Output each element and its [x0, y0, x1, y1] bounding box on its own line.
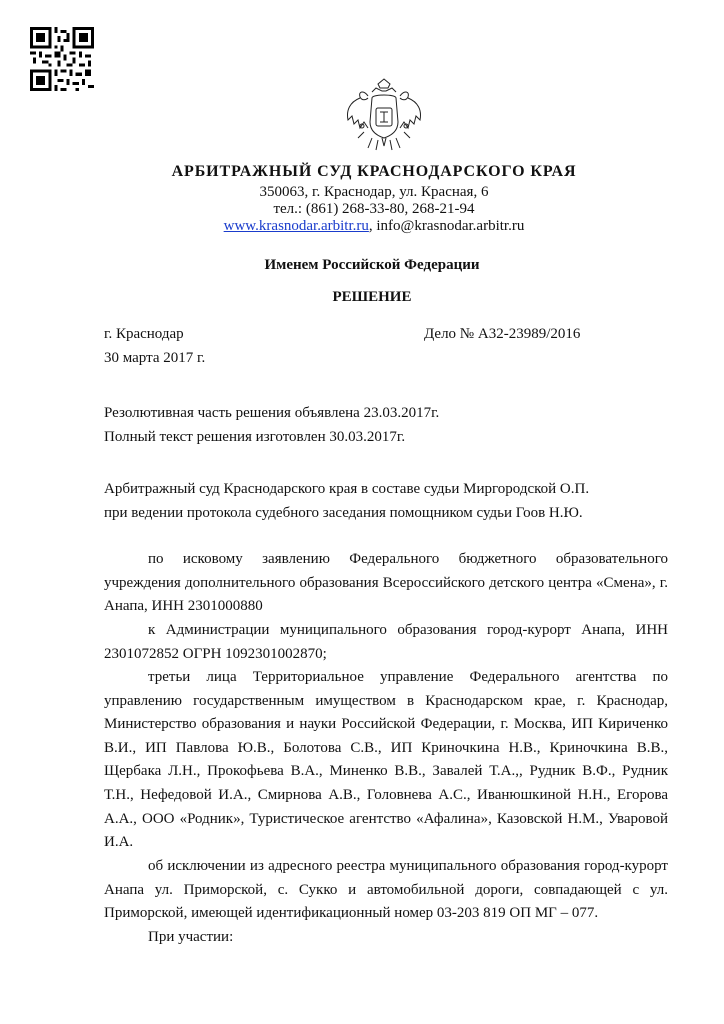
- court-contacts: [12, 218, 724, 235]
- coat-of-arms-icon: [342, 76, 426, 158]
- case-number: Дело № А32-23989/2016: [424, 326, 581, 342]
- court-address: 350063, г. Краснодар, ул. Красная, 6: [259, 184, 489, 200]
- court-phone: тел.: (861) 268-33-80, 268-21-94: [273, 201, 475, 217]
- decision-title: РЕШЕНИЕ: [332, 289, 412, 305]
- protocol-keeper: при ведении протокола судебного заседания помощником судьи Гоов Н.Ю.: [104, 505, 583, 521]
- defendant-paragraph: к Администрации муниципального образования город-курорт Анапа, ИНН 2301072852 ОГРН 1092301002870;: [104, 622, 668, 662]
- decision-date: 30 марта 2017 г.: [104, 350, 206, 366]
- court-composition: Арбитражный суд Краснодарского края в составе судьи Миргородской О.П.: [104, 481, 590, 497]
- email-separator: ,: [368, 218, 377, 234]
- full-text-date: Полный текст решения изготовлен 30.03.2017г.: [104, 429, 406, 445]
- qr-code-icon: [30, 27, 94, 91]
- website-link[interactable]: www.krasnodar.arbitr.ru: [223, 218, 369, 234]
- in-the-name-heading: Именем Российской Федерации: [264, 257, 480, 273]
- court-name: АРБИТРАЖНЫЙ СУД КРАСНОДАРСКОГО КРАЯ: [171, 163, 577, 180]
- participation-paragraph: При участии:: [148, 929, 234, 945]
- case-city: г. Краснодар: [104, 326, 184, 342]
- claim-paragraph: по исковому заявлению Федерального бюджетного образовательного учреждения дополнительного образования Всероссийского детского центра «Смена», г. Анапа, ИНН 2301000880: [104, 551, 668, 615]
- resolutive-date: Резолютивная часть решения объявлена 23.03.2017г.: [104, 405, 440, 421]
- court-email: info@krasnodar.arbitr.ru: [376, 218, 525, 234]
- third-parties-paragraph: третьи лица Территориальное управление Федерального агентства по управлению государственным имуществом в Краснодарском крае, г. Краснодар, Министерство образования и науки Российской Федерации, г. Москва, ИП Кириченко В.И., ИП Павлова Ю.В., Болотова С.В., ИП Криночкина Н.В., Криночкина В.В., Щербака Л.Н., Прокофьева В.А., Миненко В.В., Завалей Т.А.,, Рудник В.Ф., Рудник Т.Н., Нефедовой И.А., Смирнова А.В., Головнева А.С., Иванюшкиной Н.Н., Егорова А.А., ООО «Родник», Туристическое агентство «Афалина», Казовской Н.М., Уваровой И.А.: [104, 669, 668, 851]
- subject-paragraph: об исключении из адресного реестра муниципального образования город-курорт Анапа ул. Приморской, с. Сукко и автомобильной дороги, совпадающей с ул. Приморской, имеющей идентификационный номер 03-203 819 ОП МГ – 077.: [104, 858, 668, 922]
